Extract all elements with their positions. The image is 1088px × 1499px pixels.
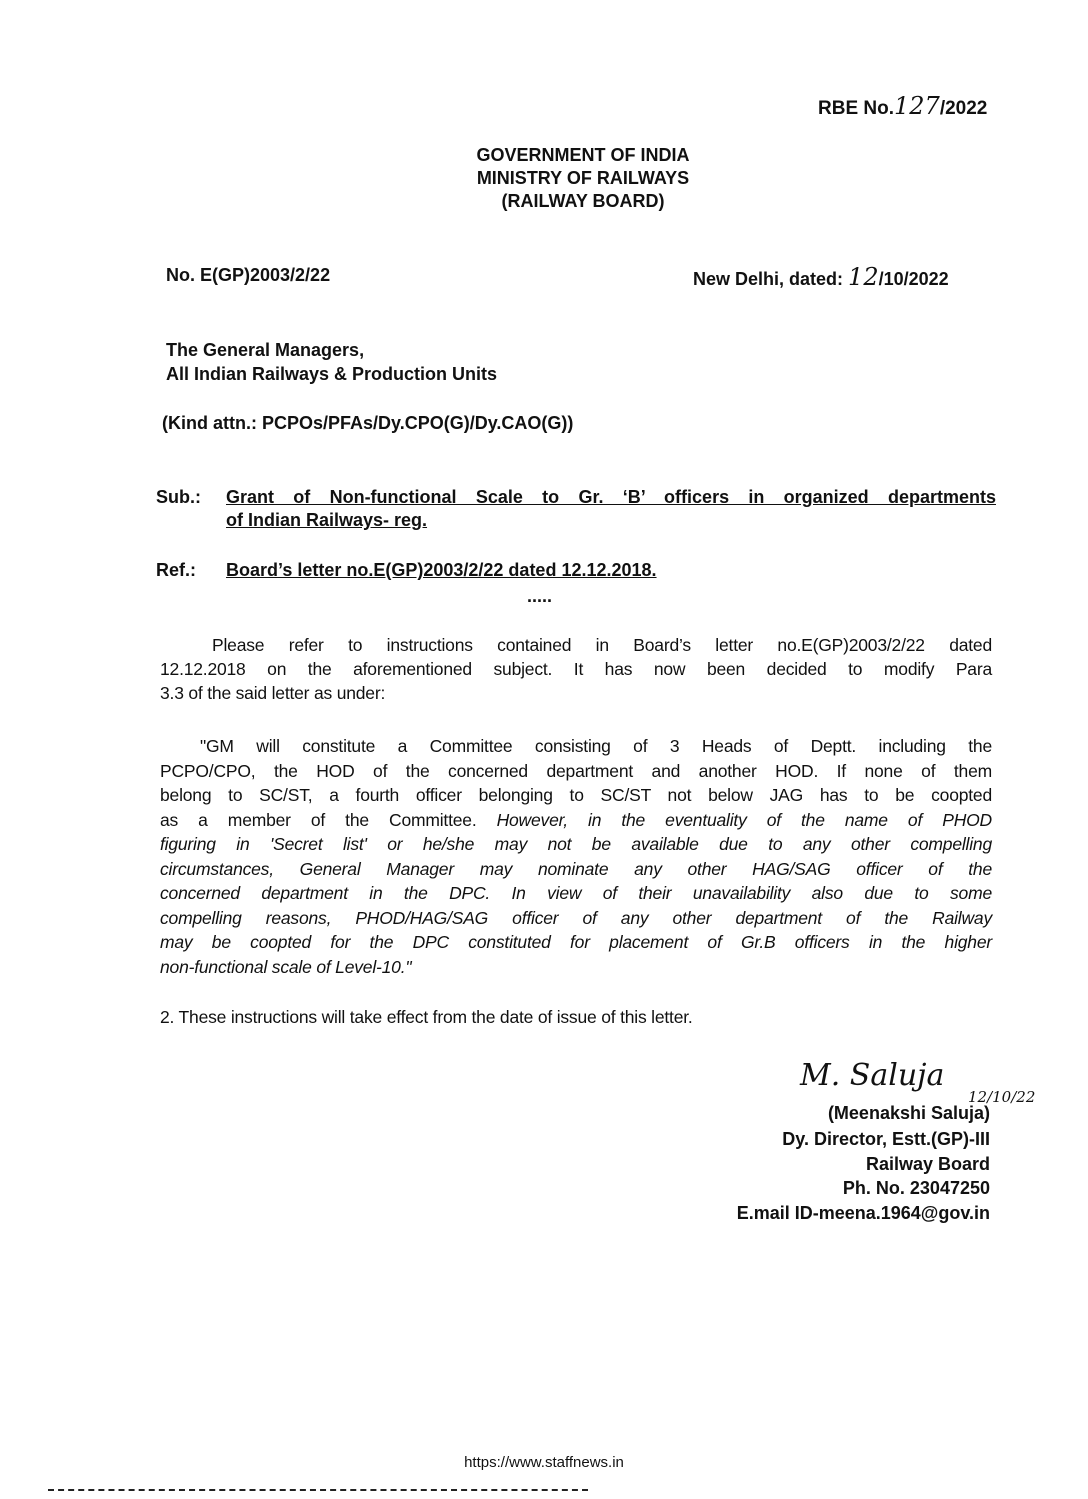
quote-italic-text: circumstances, General Manager may nominate any other HAG/SAG officer of the [160,858,992,879]
signatory-phone: Ph. No. 23047250 [842,1178,990,1198]
date-handwritten-day: 12 [848,263,879,291]
quote-italic-text: may be coopted for the DPC constituted for placement of Gr.B officers in the higher [160,932,992,952]
org-line-1: GOVERNMENT OF INDIA [476,145,690,165]
quote-line [160,859,992,880]
footer-url: https://www.staffnews.in [464,1454,624,1471]
quote-line [200,736,992,757]
quote-italic-text: concerned department in the DPC. In view of their unavailability also due to some [160,883,992,903]
subject-label: Sub.: [156,487,201,507]
signatory-email: E.mail ID-meena.1964@gov.in [736,1203,990,1223]
kind-attention: (Kind attn.: PCPOs/PFAs/Dy.CPO(G)/Dy.CAO(G)) [162,413,574,433]
handwritten-signature-date: 12/10/22 [968,1088,1036,1106]
quote-line [160,908,992,929]
para1-line-3: 3.3 of the said letter as under: [160,683,386,703]
signatory-designation: Dy. Director, Estt.(GP)-III [782,1129,990,1149]
para1-line-1: Please refer to instructions contained in Board’s letter no.E(GP)2003/2/22 dated [212,635,992,655]
addressee-line-2: All Indian Railways & Production Units [166,364,498,384]
quote-normal-text: as a member of the Committee. [160,809,497,830]
org-line-2: MINISTRY OF RAILWAYS [476,168,690,188]
signatory-office: Railway Board [865,1154,990,1174]
quote-italic-text: figuring in 'Secret list' or he/she may not be available due to any other compelling [160,834,992,854]
quote-line [160,810,992,831]
addressee-line-1: The General Managers, [166,340,365,360]
quote-normal-text: "GM will constitute a Committee consisting of 3 Heads of Deptt. including the [200,736,992,756]
rbe-number [818,92,987,120]
para2: 2. These instructions will take effect from the date of issue of this letter. [160,1007,693,1027]
subject-line-2: of Indian Railways- reg. [226,510,428,530]
quote-line [160,883,992,904]
quote-normal-text: PCPO/CPO, the HOD of the concerned department and another HOD. If none of them [160,760,992,781]
para1-line-2: 12.12.2018 on the aforementioned subject. It has now been decided to modify Para [160,659,992,679]
rbe-prefix: RBE No. [818,98,894,119]
quote-line [160,932,992,953]
handwritten-signature: M. Saluja [800,1058,945,1093]
scan-artifact-line [48,1489,588,1491]
quote-line [160,834,992,855]
org-line-3: (RAILWAY BOARD) [501,191,665,211]
reference-label: Ref.: [156,560,196,580]
quote-line [160,785,992,806]
letter-number: No. E(GP)2003/2/22 [166,265,331,285]
rbe-handwritten-number: 127 [894,92,940,120]
rbe-year: /2022 [939,98,988,119]
letter-date [693,263,949,291]
quote-normal-text: belong to SC/ST, a fourth officer belonging to SC/ST not below JAG has to be coopted [160,785,992,805]
signatory-name: (Meenakshi Saluja) [827,1103,990,1123]
quote-italic-text: However, in the eventuality of the name of PHOD [496,809,992,830]
date-prefix: New Delhi, dated: [693,269,844,289]
subject-line-1: Grant of Non-functional Scale to Gr. ‘B’ officers in organized departments [226,487,996,507]
date-rest: /10/2022 [878,269,949,289]
quote-line [160,761,992,782]
quote-italic-text: compelling reasons, PHOD/HAG/SAG officer of any other department of the Railway [160,907,992,928]
quote-line [160,957,992,978]
separator: ..... [527,586,553,606]
quote-italic-text: non-functional scale of Level-10." [160,956,412,977]
reference-text: Board’s letter no.E(GP)2003/2/22 dated 12.12.2018. [226,560,657,580]
